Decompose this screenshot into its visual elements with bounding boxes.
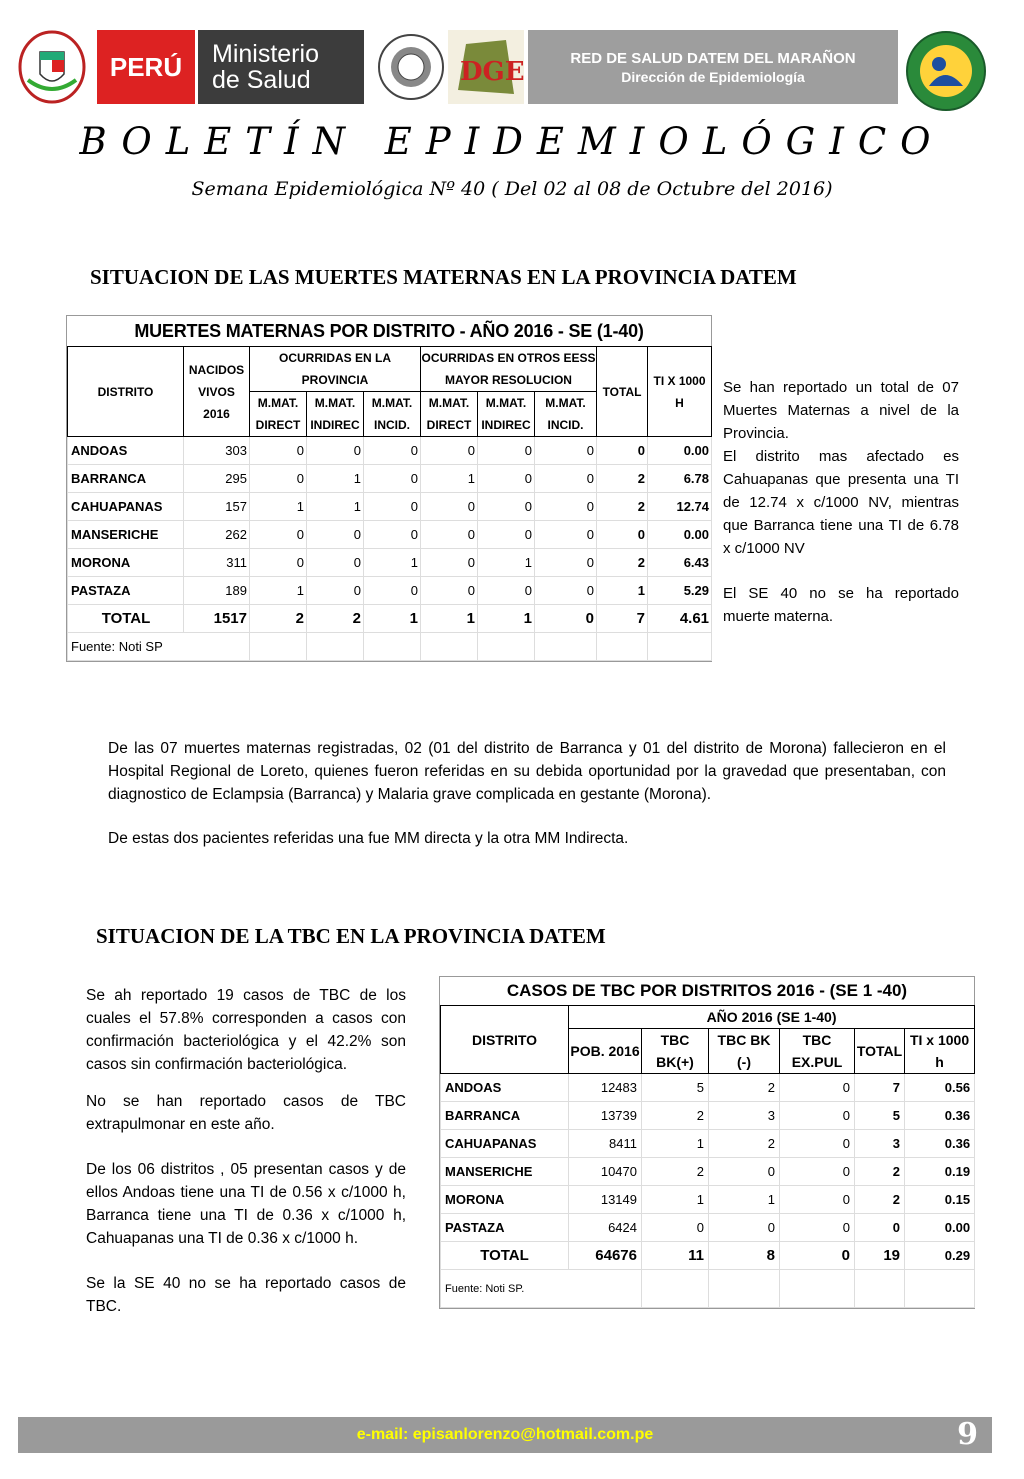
district-name: MORONA [441, 1186, 569, 1214]
dge-text: DGE [460, 57, 524, 87]
tbc-header-bkn: TBC BK (-) [709, 1029, 780, 1074]
mm-side-summary [723, 376, 959, 650]
tbc-table-title: CASOS DE TBC POR DISTRITOS 2016 - (SE 1 -40) [506, 981, 908, 1000]
cell: 8 [709, 1242, 780, 1270]
mm-header-ocurridas-prov: OCURRIDAS EN LA PROVINCIA [250, 347, 421, 392]
table-row [441, 1214, 975, 1242]
cell: 1 [421, 465, 478, 493]
mm-subheader: M.MAT. INDIREC [307, 392, 364, 437]
cell-total: 2 [855, 1158, 905, 1186]
table-row [68, 577, 712, 605]
cell: 295 [184, 465, 250, 493]
cell-total: 3 [855, 1130, 905, 1158]
red-salud-datem-logo-icon [903, 30, 989, 112]
district-name: CAHUAPANAS [68, 493, 184, 521]
cell: 0 [307, 549, 364, 577]
cell-ti: 0.00 [905, 1214, 975, 1242]
cell: 157 [184, 493, 250, 521]
cell: 0 [780, 1074, 855, 1102]
tbc-p4: Se la SE 40 no se ha reportado casos de TBC. [86, 1275, 406, 1315]
district-name: ANDOAS [441, 1074, 569, 1102]
source-note: Fuente: Noti SP. [441, 1270, 642, 1308]
mm-subheader: M.MAT. INDIREC [478, 392, 535, 437]
tbc-summary-text [86, 984, 406, 1332]
total-label: TOTAL [68, 605, 184, 633]
cell-ti: 0.56 [905, 1074, 975, 1102]
cell: 0 [250, 437, 307, 465]
mm-side-p1: Se han reportado un total de 07 Muertes Maternas a nivel de la Provincia. [723, 379, 959, 442]
mm-subheader: M.MAT. DIRECT [421, 392, 478, 437]
bulletin-title: BOLETÍN EPIDEMIOLÓGICO [79, 120, 945, 163]
cell: 10470 [569, 1158, 642, 1186]
cell: 5 [642, 1074, 709, 1102]
tbc-header-pob: POB. 2016 [569, 1029, 642, 1074]
cell: 12483 [569, 1074, 642, 1102]
footer-email[interactable]: e-mail: episanlorenzo@hotmail.com.pe [356, 1426, 654, 1443]
mm-para-2: De estas dos pacientes referidas una fue MM directa y la otra MM Indirecta. [108, 830, 629, 847]
mm-subheader: M.MAT. INCID. [364, 392, 421, 437]
cell: 0 [307, 437, 364, 465]
cell: 1 [307, 493, 364, 521]
cell: 0 [478, 465, 535, 493]
cell: 1 [478, 549, 535, 577]
cell: 189 [184, 577, 250, 605]
cell: 2 [307, 605, 364, 633]
footer-bar [18, 1417, 992, 1453]
cell: 0 [642, 1214, 709, 1242]
cell-ti: 5.29 [648, 577, 712, 605]
cell: 8411 [569, 1130, 642, 1158]
tbc-p2: No se han reportado casos de TBC extrapulmonar en este año. [86, 1093, 406, 1133]
cell: 1 [307, 465, 364, 493]
cell: 1517 [184, 605, 250, 633]
cell-total: 5 [855, 1102, 905, 1130]
renace-logo-icon [376, 30, 446, 104]
cell-ti: 0.00 [648, 437, 712, 465]
cell-ti: 6.78 [648, 465, 712, 493]
cell: 0 [709, 1158, 780, 1186]
total-row [68, 605, 712, 633]
cell: 0 [780, 1242, 855, 1270]
cell: 1 [478, 605, 535, 633]
cell-total: 0 [597, 437, 648, 465]
red-salud-name: RED DE SALUD DATEM DEL MARAÑON [570, 49, 856, 67]
cell: 0 [421, 493, 478, 521]
tbc-section-heading: SITUACION DE LA TBC EN LA PROVINCIA DATEM [96, 924, 606, 948]
bulletin-subtitle: Semana Epidemiológica Nº 40 ( Del 02 al 08 de Octubre del 2016) [191, 178, 833, 200]
cell-ti: 4.61 [648, 605, 712, 633]
mm-para-1: De las 07 muertes maternas registradas, 02 (01 del distrito de Barranca y 01 del distrito de Morona) fallecieron en el Hospital Regional de Loreto, quienes fueron referidas en su debida oportunidad por la gravedad que presentaban, con diagnostico de Eclampsia (Barranca) y Malaria grave complicada en gestante (Morona). [108, 740, 946, 803]
cell-total: 2 [597, 493, 648, 521]
district-name: BARRANCA [441, 1102, 569, 1130]
direccion-epidemiologia: Dirección de Epidemiología [621, 68, 805, 85]
cell: 0 [780, 1186, 855, 1214]
cell: 0 [307, 521, 364, 549]
cell: 0 [364, 577, 421, 605]
cell: 0 [535, 465, 597, 493]
cell: 3 [709, 1102, 780, 1130]
cell-ti: 0.00 [648, 521, 712, 549]
cell: 6424 [569, 1214, 642, 1242]
district-name: MORONA [68, 549, 184, 577]
cell: 0 [709, 1214, 780, 1242]
cell: 0 [364, 493, 421, 521]
tbc-header-total: TOTAL [855, 1029, 905, 1074]
tbc-header-bkp: TBC BK(+) [642, 1029, 709, 1074]
page-number: 9 [957, 1417, 978, 1452]
cell-ti: 0.29 [905, 1242, 975, 1270]
mm-header-ocurridas-otros: OCURRIDAS EN OTROS EESS MAYOR RESOLUCION [421, 347, 597, 392]
tbc-header-ex: TBC EX.PUL [780, 1029, 855, 1074]
mm-side-p3: El SE 40 no se ha reportado muerte materna. [723, 585, 959, 625]
cell: 1 [642, 1186, 709, 1214]
cell: 0 [250, 521, 307, 549]
mm-paragraphs [108, 737, 946, 871]
table-row [68, 465, 712, 493]
table-row [441, 1074, 975, 1102]
cell-ti: 12.74 [648, 493, 712, 521]
district-name: MANSERICHE [68, 521, 184, 549]
total-row [441, 1242, 975, 1270]
cell: 1 [364, 549, 421, 577]
cell-ti: 6.43 [648, 549, 712, 577]
cell: 2 [250, 605, 307, 633]
cell: 0 [535, 437, 597, 465]
cell: 0 [535, 605, 597, 633]
cell: 0 [478, 521, 535, 549]
cell: 0 [478, 577, 535, 605]
cell: 0 [535, 521, 597, 549]
cell: 2 [709, 1130, 780, 1158]
cell: 1 [364, 605, 421, 633]
district-name: PASTAZA [441, 1214, 569, 1242]
cell: 0 [250, 549, 307, 577]
cell: 0 [250, 465, 307, 493]
table-row [441, 1186, 975, 1214]
cell: 1 [421, 605, 478, 633]
tbc-header-ti: TI x 1000 h [905, 1029, 975, 1074]
district-name: ANDOAS [68, 437, 184, 465]
cell: 64676 [569, 1242, 642, 1270]
mm-header-total: TOTAL [597, 347, 648, 437]
red-salud-banner [528, 30, 898, 104]
mm-side-p2: El distrito mas afectado es Cahuapanas que presenta una TI de 12.74 x c/1000 NV, mientras que Barranca tiene una TI de 6.78 x c/1000 NV [723, 448, 959, 557]
peru-logo: PERÚ [97, 30, 195, 104]
cell: 2 [709, 1074, 780, 1102]
cell: 0 [421, 577, 478, 605]
cell: 0 [421, 549, 478, 577]
cell-ti: 0.15 [905, 1186, 975, 1214]
source-note: Fuente: Noti SP [68, 633, 250, 661]
cell: 0 [780, 1158, 855, 1186]
mm-table-title: MUERTES MATERNAS POR DISTRITO - AÑO 2016 - SE (1-40) [134, 321, 644, 341]
cell-total: 0 [855, 1214, 905, 1242]
source-row [68, 633, 712, 661]
total-label: TOTAL [441, 1242, 569, 1270]
cell: 0 [780, 1130, 855, 1158]
tbc-p1: Se ah reportado 19 casos de TBC de los cuales el 57.8% corresponden a casos con confirmación bacteriológica y el 42.2% son casos sin confirmación bacteriológica. [86, 987, 406, 1073]
mm-header-distrito: DISTRITO [68, 347, 184, 437]
cell: 0 [535, 577, 597, 605]
cell-ti: 0.36 [905, 1102, 975, 1130]
table-row [441, 1102, 975, 1130]
cell-ti: 0.36 [905, 1130, 975, 1158]
cell-total: 1 [597, 577, 648, 605]
cell: 13739 [569, 1102, 642, 1130]
cell: 0 [780, 1214, 855, 1242]
cell: 2 [642, 1158, 709, 1186]
cell-total: 2 [597, 549, 648, 577]
cell-total: 2 [855, 1186, 905, 1214]
cell: 11 [642, 1242, 709, 1270]
table-row [441, 1158, 975, 1186]
cell: 262 [184, 521, 250, 549]
cell: 0 [364, 437, 421, 465]
cell: 1 [250, 577, 307, 605]
cell: 0 [478, 493, 535, 521]
table-row [68, 437, 712, 465]
tbc-header-anio: AÑO 2016 (SE 1-40) [569, 1006, 975, 1029]
cell: 0 [535, 549, 597, 577]
source-row [441, 1270, 975, 1308]
cell: 13149 [569, 1186, 642, 1214]
district-name: MANSERICHE [441, 1158, 569, 1186]
cell: 0 [307, 577, 364, 605]
mm-header-nacidos: NACIDOS VIVOS 2016 [184, 347, 250, 437]
peru-coat-of-arms-icon [18, 30, 86, 104]
tbc-table [439, 976, 975, 1309]
tbc-header-distrito: DISTRITO [441, 1006, 569, 1074]
cell: 311 [184, 549, 250, 577]
mm-header-ti: TI X 1000 H [648, 347, 712, 437]
cell: 0 [780, 1102, 855, 1130]
cell-total: 7 [597, 605, 648, 633]
table-row [68, 493, 712, 521]
cell: 2 [642, 1102, 709, 1130]
district-name: BARRANCA [68, 465, 184, 493]
dge-logo [448, 30, 524, 104]
cell: 0 [421, 437, 478, 465]
table-row [68, 521, 712, 549]
cell: 1 [642, 1130, 709, 1158]
cell: 303 [184, 437, 250, 465]
district-name: CAHUAPANAS [441, 1130, 569, 1158]
cell: 0 [535, 493, 597, 521]
cell: 1 [709, 1186, 780, 1214]
cell: 1 [250, 493, 307, 521]
cell: 0 [478, 437, 535, 465]
tbc-p3: De los 06 distritos , 05 presentan casos y de ellos Andoas tiene una TI de 0.56 x c/1000 h, Barranca tiene una TI de 0.36 x c/1000 h, Cahuapanas una TI de 0.36 x c/1000 h. [86, 1161, 406, 1247]
ministerio-logo: Ministerio de Salud [198, 30, 364, 104]
mm-subheader: M.MAT. INCID. [535, 392, 597, 437]
district-name: PASTAZA [68, 577, 184, 605]
cell-ti: 0.19 [905, 1158, 975, 1186]
cell: 0 [364, 521, 421, 549]
cell-total: 19 [855, 1242, 905, 1270]
mm-subheader: M.MAT. DIRECT [250, 392, 307, 437]
cell-total: 0 [597, 521, 648, 549]
maternal-deaths-table [66, 315, 712, 662]
cell: 0 [364, 465, 421, 493]
cell-total: 2 [597, 465, 648, 493]
mm-section-heading: SITUACION DE LAS MUERTES MATERNAS EN LA PROVINCIA DATEM [90, 265, 797, 289]
cell-total: 7 [855, 1074, 905, 1102]
table-row [68, 549, 712, 577]
table-row [441, 1130, 975, 1158]
cell: 0 [421, 521, 478, 549]
